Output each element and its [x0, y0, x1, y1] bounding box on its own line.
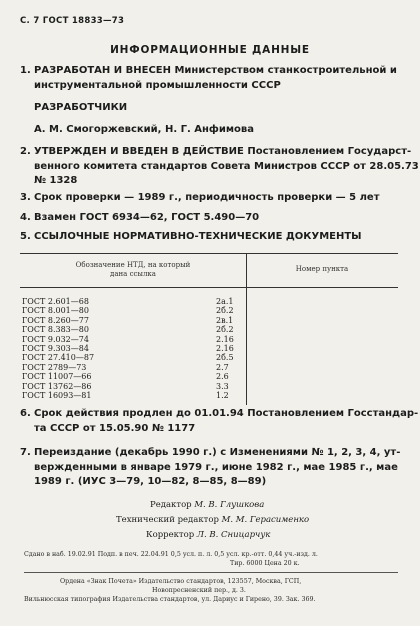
- item-3-text: Срок проверки — 1989 г., периодичность проверки — 5 лет: [34, 192, 380, 203]
- table-row-clause: 2б.2: [216, 325, 234, 335]
- tech-editor-label: Технический редактор: [116, 515, 219, 525]
- table-row-clause: 3.3: [216, 381, 229, 391]
- item-number: 7.: [20, 447, 31, 458]
- item-number: 2.: [20, 146, 31, 157]
- table-row-doc: ГОСТ 9.303—84: [22, 344, 89, 354]
- table-clause-column: [216, 297, 234, 400]
- item-5-text: ССЫЛОЧНЫЕ НОРМАТИВНО-ТЕХНИЧЕСКИЕ ДОКУМЕНТЫ: [34, 231, 362, 242]
- table-column-divider: [246, 253, 247, 405]
- imprint-line-2: Тир. 6000 Цена 20 к.: [230, 560, 300, 567]
- editor-label: Редактор: [150, 500, 192, 510]
- item-1-line-1: РАЗРАБОТАН И ВНЕСЕН Министерством станкостроительной и: [34, 65, 397, 76]
- table-header-clause: Номер пункта: [295, 265, 349, 273]
- table-row-clause: 2.7: [216, 362, 229, 372]
- corrector-credit: [146, 530, 270, 540]
- item-7-line-2: вержденными в январе 1979 г., июне 1982 г., мае 1985 г., мае: [34, 461, 398, 473]
- table-row-doc: ГОСТ 8.260—77: [22, 315, 89, 325]
- table-header-doc-line-1: Обозначение НТД, на который: [75, 261, 191, 269]
- item-7: [20, 446, 400, 490]
- item-number: 5.: [20, 231, 31, 242]
- table-row-clause: 1.2: [216, 391, 229, 401]
- tech-editor-name: М. М. Герасименко: [221, 515, 310, 525]
- developers-heading: РАЗРАБОТЧИКИ: [34, 102, 128, 113]
- item-7-line-3: 1989 г. (ИУС 3—79, 10—82, 8—85, 8—89): [34, 476, 267, 487]
- item-1: [20, 64, 397, 93]
- table-row-doc: ГОСТ 2.601—68: [22, 297, 89, 306]
- editor-credit: [150, 500, 264, 510]
- page-header: С. 7 ГОСТ 18833—73: [20, 16, 125, 26]
- item-6: [20, 407, 418, 436]
- editor-name: М. В. Глушкова: [194, 500, 265, 510]
- imprint-line-1: Сдано в наб. 19.02.91 Подп. в печ. 22.04.91 0,5 усл. п. л. 0,5 усл. кр.-отт. 0,44 уч.-изд. л.: [24, 551, 318, 558]
- publisher-line-3: Вильнюсская типография Издательства стандартов, ул. Дариус и Гирено, 39. Зак. 369.: [24, 596, 316, 603]
- corrector-label: Корректор: [146, 530, 195, 540]
- tech-editor-credit: [116, 515, 309, 525]
- item-7-line-1: Переиздание (декабрь 1990 г.) с Изменениями № 1, 2, 3, 4, ут-: [34, 447, 401, 458]
- table-header-rule: [20, 287, 398, 288]
- references-table: [20, 253, 398, 406]
- item-2-line-1: УТВЕРЖДЕН И ВВЕДЕН В ДЕЙСТВИЕ Постановлением Государст-: [34, 146, 412, 157]
- table-row-clause: 2б.2: [216, 306, 234, 316]
- table-row-doc: ГОСТ 11007—66: [22, 372, 92, 382]
- publisher-line-2: Новопресненский пер., д. 3.: [152, 587, 246, 594]
- item-number: 6.: [20, 408, 31, 419]
- table-row-doc: ГОСТ 13762—86: [22, 381, 92, 391]
- table-row-doc: ГОСТ 16093—81: [22, 391, 92, 401]
- table-row-clause: 2а.1: [216, 297, 234, 306]
- table-row-doc: ГОСТ 8.383—80: [22, 325, 89, 335]
- table-doc-column: [22, 297, 94, 400]
- item-4-text: Взамен ГОСТ 6934—62, ГОСТ 5.490—70: [34, 212, 260, 223]
- item-2-line-3: № 1328: [34, 175, 78, 186]
- item-3: [20, 191, 380, 206]
- publisher-line-1: Ордена «Знак Почета» Издательство стандартов, 123557, Москва, ГСП,: [60, 578, 302, 585]
- item-6-line-1: Срок действия продлен до 01.01.94 Постановлением Госстандар-: [34, 408, 419, 419]
- table-row-clause: 2.6: [216, 372, 229, 382]
- item-number: 4.: [20, 212, 31, 223]
- table-row-doc: ГОСТ 8.001—80: [22, 306, 89, 316]
- table-header-doc: [20, 261, 246, 279]
- item-1-line-2: инструментальной промышленности СССР: [34, 79, 281, 91]
- table-row-clause: 2.16: [216, 344, 234, 354]
- item-2: [20, 145, 419, 189]
- table-row-doc: ГОСТ 27.410—87: [22, 353, 95, 363]
- item-4: [20, 211, 259, 226]
- developers-names: А. М. Смогоржевский, Н. Г. Анфимова: [34, 124, 254, 135]
- item-2-line-2: венного комитета стандартов Совета Министров СССР от 28.05.73: [34, 160, 419, 172]
- table-row-clause: 2.16: [216, 334, 234, 344]
- item-number: 1.: [20, 65, 31, 76]
- table-row-doc: ГОСТ 2789—73: [22, 362, 87, 372]
- page-title: ИНФОРМАЦИОННЫЕ ДАННЫЕ: [110, 44, 310, 56]
- table-row-clause: 2б.5: [216, 353, 234, 363]
- table-header-doc-line-2: дана ссылка: [110, 270, 156, 278]
- item-6-line-2: та СССР от 15.05.90 № 1177: [34, 422, 196, 434]
- table-top-rule: [20, 253, 398, 254]
- table-row-clause: 2в.1: [216, 315, 234, 325]
- table-row-doc: ГОСТ 9.032—74: [22, 334, 89, 344]
- item-5: [20, 230, 362, 245]
- corrector-name: Л. В. Сницарчук: [196, 530, 271, 540]
- imprint-divider: [24, 572, 398, 573]
- item-number: 3.: [20, 192, 31, 203]
